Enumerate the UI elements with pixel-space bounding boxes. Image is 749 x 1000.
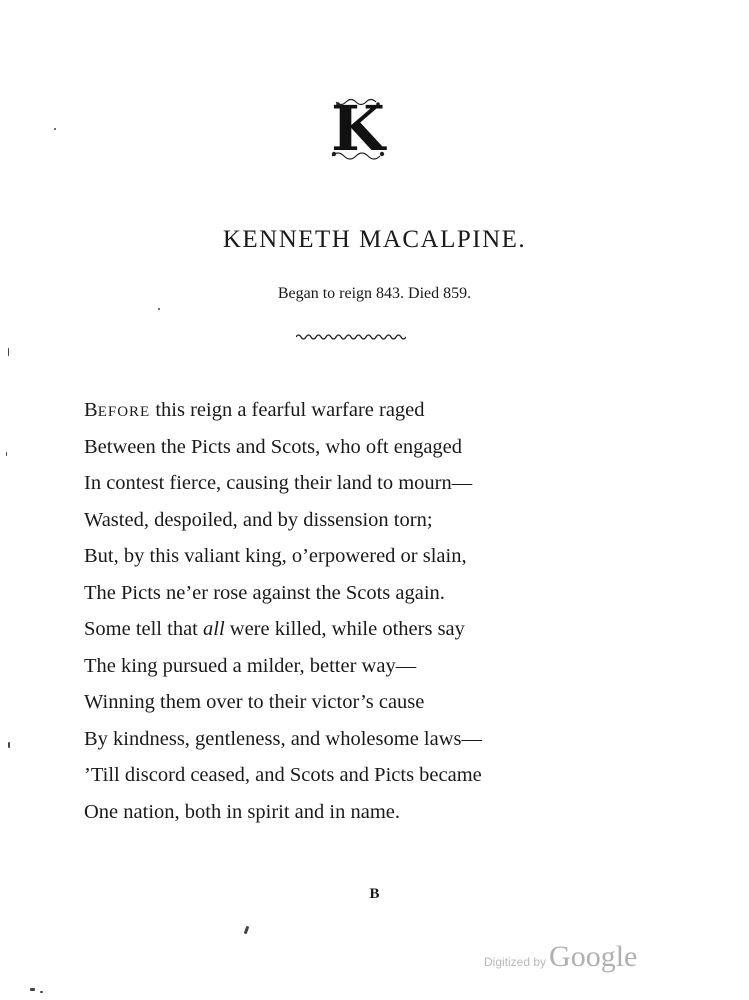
poem-line-text: this reign a fearful warfare raged xyxy=(150,399,425,421)
poem-line: Winning them over to their victor’s cause xyxy=(84,691,425,713)
scan-speck xyxy=(8,742,10,748)
scan-speck xyxy=(30,988,35,991)
poem-line: But, by this valiant king, o’erpowered or slain, xyxy=(84,545,467,567)
initial-letter: K xyxy=(331,92,385,165)
poem-line: In contest fierce, causing their land to mourn— xyxy=(84,472,473,494)
ornamental-initial xyxy=(322,92,394,165)
digitization-watermark xyxy=(484,940,637,974)
watermark-prefix: Digitized by xyxy=(484,955,547,969)
poem-line-text: Some tell that xyxy=(84,618,203,640)
poem-line xyxy=(84,392,704,429)
scan-speck xyxy=(40,991,43,993)
scan-speck xyxy=(158,308,160,310)
scan-speck xyxy=(54,128,56,130)
emphasized-word: all xyxy=(203,618,225,640)
wavy-divider-icon xyxy=(296,332,406,342)
poem-line: Between the Picts and Scots, who oft engaged xyxy=(84,435,463,458)
poem-line: One nation, both in spirit and in name. xyxy=(84,800,400,823)
poem xyxy=(84,392,704,830)
small-caps-word: EFORE xyxy=(97,404,151,420)
poem-line: The Picts ne’er rose against the Scots again. xyxy=(84,581,445,604)
signature-mark: B xyxy=(369,886,380,902)
poem-line: The king pursued a milder, better way— xyxy=(84,654,417,677)
small-caps-initial: B xyxy=(84,399,98,421)
scan-speck xyxy=(244,926,250,935)
poem-line: ’Till discord ceased, and Scots and Picts became xyxy=(84,764,482,786)
scan-speck xyxy=(6,452,7,456)
poem-line: By kindness, gentleness, and wholesome laws— xyxy=(84,727,482,750)
poem-line-text: were killed, while others say xyxy=(224,618,465,640)
poem-line xyxy=(84,611,704,648)
watermark-brand: Google xyxy=(549,940,638,973)
poem-line: Wasted, despoiled, and by dissension torn; xyxy=(84,508,433,531)
scan-speck xyxy=(8,348,9,356)
reign-dates: Began to reign 843. Died 859. xyxy=(277,285,472,302)
page-title: KENNETH MACALPINE. xyxy=(222,226,527,253)
